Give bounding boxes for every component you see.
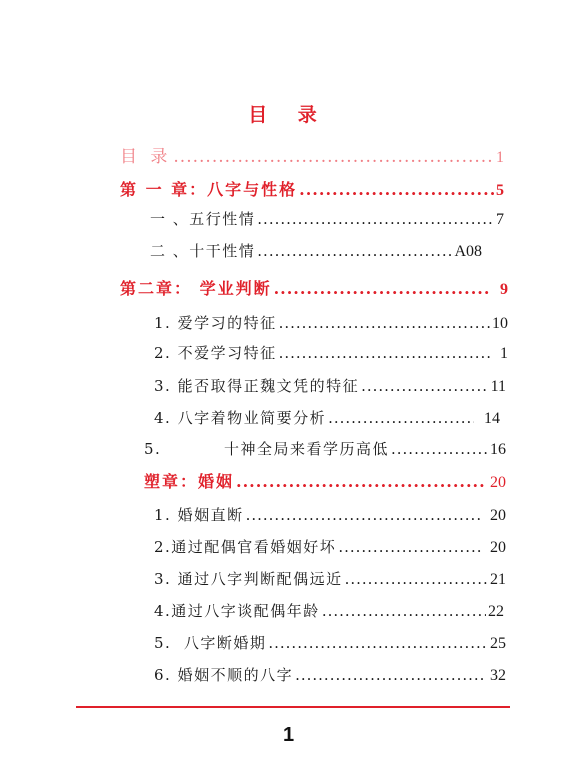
toc-entry-page: 21 bbox=[490, 571, 506, 588]
dot-leader bbox=[173, 147, 494, 167]
toc-entry-contents[interactable] bbox=[120, 142, 504, 167]
toc-entry[interactable] bbox=[154, 632, 506, 653]
toc-entry-label: 第 一 章：八字与性格 bbox=[120, 180, 298, 199]
toc-entry-label: 1. 婚姻直断 bbox=[154, 506, 244, 524]
toc-entry-page: 16 bbox=[490, 441, 506, 458]
toc-entry[interactable] bbox=[150, 208, 504, 229]
toc-entry-page: 14 bbox=[484, 410, 500, 427]
toc-entry-page: 9 bbox=[500, 281, 508, 298]
toc-entry-label: 4. 八字着物业简要分析 bbox=[154, 409, 327, 427]
toc-entry-page: 1 bbox=[496, 149, 504, 166]
toc-entry-page: 7 bbox=[496, 211, 504, 228]
toc-entry[interactable] bbox=[150, 240, 482, 261]
toc-entry[interactable] bbox=[154, 664, 506, 685]
footer-divider bbox=[76, 706, 510, 708]
dot-leader bbox=[246, 506, 482, 524]
toc-entry-page: 25 bbox=[490, 635, 506, 652]
toc-chapter-2[interactable] bbox=[120, 276, 508, 299]
dot-leader bbox=[361, 377, 489, 395]
toc-entry[interactable] bbox=[154, 568, 506, 589]
toc-entry[interactable] bbox=[154, 407, 500, 428]
toc-entry-label: 目 录 bbox=[120, 147, 172, 167]
dot-leader bbox=[338, 538, 482, 556]
toc-entry-page: 1 bbox=[500, 345, 508, 362]
toc-entry[interactable] bbox=[154, 504, 506, 525]
toc-entry-page: 11 bbox=[490, 378, 506, 395]
dot-leader bbox=[295, 666, 484, 684]
dot-leader bbox=[322, 602, 486, 620]
dot-leader bbox=[257, 210, 494, 228]
dot-leader bbox=[279, 344, 492, 362]
toc-entry-label: 4.通过八字谈配偶年龄 bbox=[154, 602, 320, 620]
toc-title: 目 录 bbox=[248, 104, 329, 126]
toc-entry-label: 1. 爱学习的特征 bbox=[154, 314, 277, 332]
dot-leader bbox=[391, 440, 488, 458]
toc-entry-page: 32 bbox=[490, 667, 506, 684]
toc-entry[interactable] bbox=[154, 342, 508, 363]
dot-leader bbox=[268, 634, 488, 652]
page-number: 1 bbox=[282, 724, 295, 746]
toc-entry-label: 2.通过配偶官看婚姻好坏 bbox=[154, 538, 337, 556]
toc-entry-label: 塑章：婚姻 bbox=[144, 472, 235, 491]
toc-entry-label: 3. 能否取得正魏文凭的特征 bbox=[154, 377, 360, 395]
toc-entry-label: 第二章： 学业判断 bbox=[120, 279, 272, 298]
dot-leader bbox=[236, 472, 484, 491]
toc-entry-page: 20 bbox=[490, 507, 506, 524]
toc-entry[interactable] bbox=[154, 600, 504, 621]
toc-entry-label: 5. 十神全局来看学历高低 bbox=[144, 440, 389, 458]
dot-leader bbox=[257, 242, 452, 260]
toc-entry[interactable] bbox=[144, 438, 506, 459]
dot-leader bbox=[345, 570, 488, 588]
toc-entry-page: A08 bbox=[454, 243, 482, 260]
toc-entry-label: 2. 不爱学习特征 bbox=[154, 344, 277, 362]
dot-leader bbox=[299, 180, 494, 199]
toc-entry-label: 一 、五行性情 bbox=[150, 210, 256, 228]
toc-entry-page: 20 bbox=[490, 474, 506, 491]
toc-entry-page: 20 bbox=[490, 539, 506, 556]
toc-entry-page: 22 bbox=[488, 603, 504, 620]
toc-entry[interactable] bbox=[154, 312, 508, 333]
toc-entry-label: 3. 通过八字判断配偶远近 bbox=[154, 570, 343, 588]
dot-leader bbox=[274, 279, 490, 298]
toc-entry-page: 10 bbox=[492, 315, 508, 332]
toc-entry-label: 二 、十干性情 bbox=[150, 242, 256, 260]
toc-chapter-3[interactable] bbox=[144, 469, 506, 492]
toc-entry-label: 6. 婚姻不顺的八字 bbox=[154, 666, 294, 684]
dot-leader bbox=[279, 314, 490, 332]
toc-entry[interactable] bbox=[154, 536, 506, 557]
dot-leader bbox=[328, 409, 474, 427]
toc-entry-label: 5. 八字断婚期 bbox=[154, 634, 267, 652]
toc-entry[interactable] bbox=[154, 375, 506, 396]
toc-chapter-1[interactable] bbox=[120, 177, 504, 200]
toc-entry-page: 5 bbox=[496, 182, 504, 199]
